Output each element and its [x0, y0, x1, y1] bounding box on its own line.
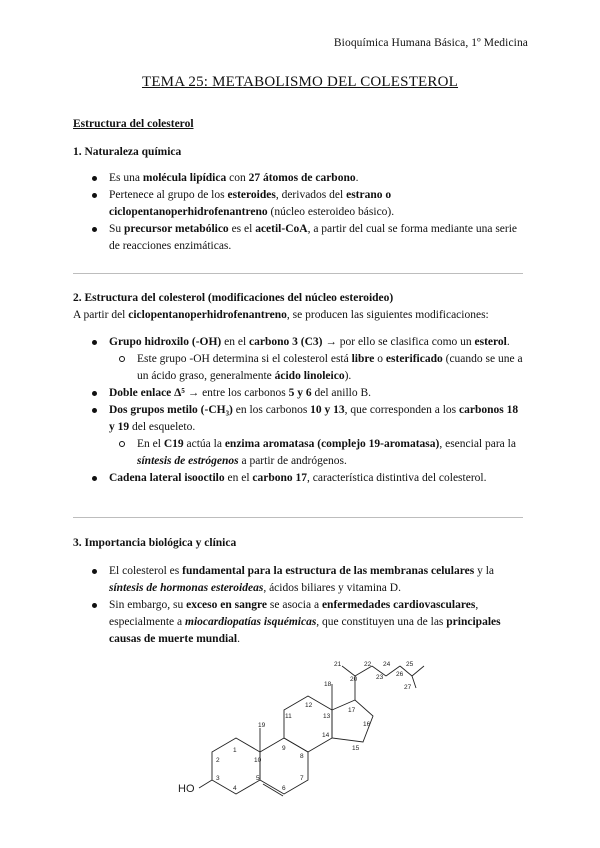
carbon-label: 8 [300, 753, 304, 760]
carbon-label: 20 [350, 676, 358, 683]
list-item: Su precursor metabólico es el acetil-CoA, a partir del cual se forma mediante una serie de reacciones enzimáticas. [73, 221, 523, 255]
carbon-label: 23 [376, 674, 384, 681]
sub-list-item: Este grupo -OH determina si el colesterol está libre o esterificado (cuando se une a un ácido graso, generalmente ácido linoleico). [109, 351, 523, 385]
course-header: Bioquímica Humana Básica, 1º Medicina [333, 37, 528, 49]
carbon-label: 19 [258, 722, 266, 729]
divider [73, 517, 523, 518]
subsection-heading-1: 1. Naturaleza química [73, 146, 182, 158]
carbon-label: 10 [254, 757, 262, 764]
carbon-label: 15 [352, 745, 360, 752]
list-item: Cadena lateral isooctilo en el carbono 17, característica distintiva del colesterol. [73, 470, 523, 487]
list-naturaleza [73, 170, 523, 255]
subsection-heading-3: 3. Importancia biológica y clínica [73, 537, 237, 549]
carbon-label: 17 [348, 707, 356, 714]
list-item: Sin embargo, su exceso en sangre se asocia a enfermedades cardiovasculares, especialmente a miocardiopatías isquémicas, que constituyen una de las principales causas de muerte mundial. [73, 597, 523, 648]
sub-list-item: En el C19 actúa la enzima aromatasa (complejo 19-aromatasa), esencial para la síntesis de estrógenos a partir de andrógenos. [109, 436, 523, 470]
carbon-label: 25 [406, 661, 414, 668]
list-item: Es una molécula lipídica con 27 átomos de carbono. [73, 170, 523, 187]
carbon-label: 2 [216, 757, 220, 764]
carbon-label: 16 [363, 721, 371, 728]
list-item: El colesterol es fundamental para la estructura de las membranas celulares y la síntesis de hormonas esteroideas, ácidos biliares y vitamina D. [73, 563, 523, 597]
page-title: TEMA 25: METABOLISMO DEL COLESTEROL [141, 74, 459, 90]
carbon-label: 14 [322, 732, 330, 739]
carbon-label: 6 [282, 785, 286, 792]
intro-paragraph: A partir del ciclopentanoperhidrofenantreno, se producen las siguientes modificaciones: [73, 309, 489, 321]
subsection-heading-2: 2. Estructura del colesterol (modificaciones del núcleo esteroideo) [73, 292, 394, 304]
molecule-bonds [199, 666, 424, 796]
carbon-label: 27 [404, 684, 412, 691]
carbon-label: 22 [364, 661, 372, 668]
list-item: Grupo hidroxilo (-OH) en el carbono 3 (C3) → por ello se clasifica como un esterol. Este grupo -OH determina si el colesterol está libre o esterificado (cuando se une a un ácido graso, generalmente ácido linoleico). [73, 334, 523, 385]
carbon-label: 13 [323, 713, 331, 720]
section-heading: Estructura del colesterol [73, 118, 194, 130]
list-importancia [73, 563, 523, 648]
carbon-label: 26 [396, 671, 404, 678]
carbon-label: 1 [233, 747, 237, 754]
carbon-label: 3 [216, 775, 220, 782]
carbon-label: 5 [256, 775, 260, 782]
list-estructura [73, 334, 523, 487]
carbon-label: 24 [383, 661, 391, 668]
divider [73, 273, 523, 274]
list-item: Doble enlace Δ⁵ → entre los carbonos 5 y 6 del anillo B. [73, 385, 523, 402]
cholesterol-structure-diagram [172, 656, 434, 846]
carbon-label: 4 [233, 785, 237, 792]
list-item: Pertenece al grupo de los esteroides, derivados del estrano o ciclopentanoperhidrofenantreno (núcleo esteroideo básico). [73, 187, 523, 221]
list-item: Dos grupos metilo (-CH₃) en los carbonos 10 y 13, que corresponden a los carbonos 18 y 19 del esqueleto. En el C19 actúa la enzima aromatasa (complejo 19-aromatasa), esencial para la síntesis de estrógenos a partir de andrógenos. [73, 402, 523, 470]
carbon-label: 9 [282, 745, 286, 752]
carbon-label: 12 [305, 702, 313, 709]
carbon-label: 11 [285, 713, 292, 720]
carbon-label: 7 [300, 775, 304, 782]
carbon-label: 21 [334, 661, 342, 668]
carbon-label: 18 [324, 681, 332, 688]
carbon-number-labels [216, 661, 414, 792]
hydroxyl-label: HO [178, 783, 195, 795]
